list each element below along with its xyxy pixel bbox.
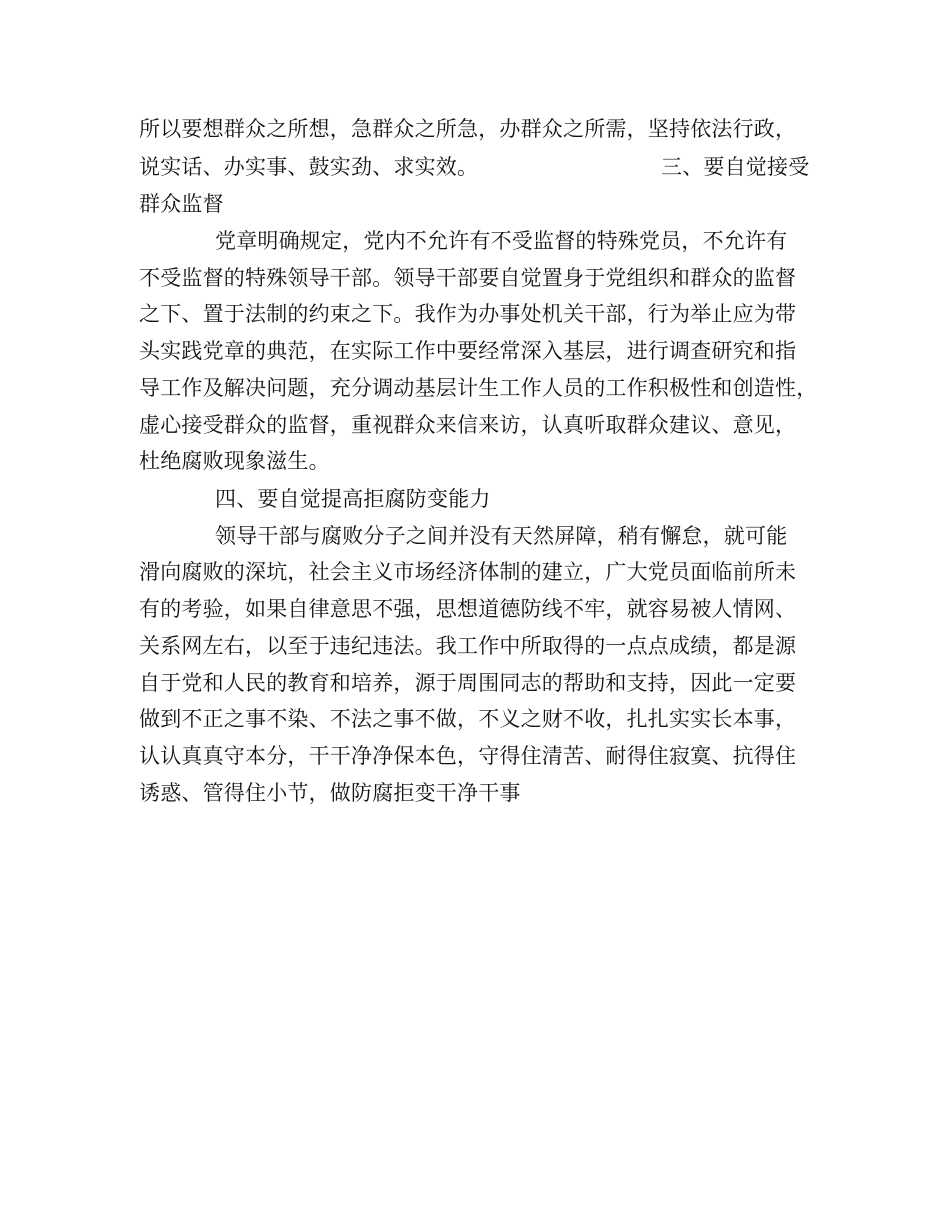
section-heading: 四、要自觉提高拒腐防变能力 xyxy=(215,487,491,511)
text-line: 诱惑、管得住小节，做防腐拒变干净干事 xyxy=(139,781,521,805)
section-heading: 群众监督 xyxy=(139,192,224,216)
text-line: 头实践党章的典范，在实际工作中要经常深入基层，进行调查研究和指 xyxy=(139,339,797,363)
text-line: 不受监督的特殊领导干部。领导干部要自觉置身于党组织和群众的监督 xyxy=(139,266,797,290)
text-line: 自于党和人民的教育和培养，源于周围同志的帮助和支持，因此一定要 xyxy=(139,671,797,695)
text-line: 导工作及解决问题，充分调动基层计生工作人员的工作积极性和创造性， xyxy=(139,376,818,400)
text-line: 做到不正之事不染、不法之事不做，不义之财不收，扎扎实实长本事， xyxy=(139,707,797,731)
section-heading: 三、要自觉接受 xyxy=(661,155,810,179)
text-line: 领导干部与腐败分子之间并没有天然屏障，稍有懈怠，就可能 xyxy=(215,524,788,548)
text-line: 认认真真守本分，干干净净保本色，守得住清苦、耐得住寂寞、抗得住 xyxy=(139,744,797,768)
text-line: 杜绝腐败现象滋生。 xyxy=(139,449,330,473)
text-line: 党章明确规定，党内不允许有不受监督的特殊党员，不允许有 xyxy=(215,229,788,253)
text-line: 说实话、办实事、鼓实劲、求实效。 xyxy=(139,155,479,179)
text-line: 虚心接受群众的监督，重视群众来信来访，认真听取群众建议、意见， xyxy=(139,413,797,437)
text-line: 滑向腐败的深坑，社会主义市场经济体制的建立，广大党员面临前所未 xyxy=(139,560,797,584)
text-line: 关系网左右，以至于违纪违法。我工作中所取得的一点点成绩，都是源 xyxy=(139,634,797,658)
text-line: 有的考验，如果自律意思不强，思想道德防线不牢，就容易被人情网、 xyxy=(139,597,797,621)
text-line: 之下、置于法制的约束之下。我作为办事处机关干部，行为举止应为带 xyxy=(139,302,797,326)
text-line: 所以要想群众之所想，急群众之所急，办群众之所需，坚持依法行政， xyxy=(139,117,797,141)
